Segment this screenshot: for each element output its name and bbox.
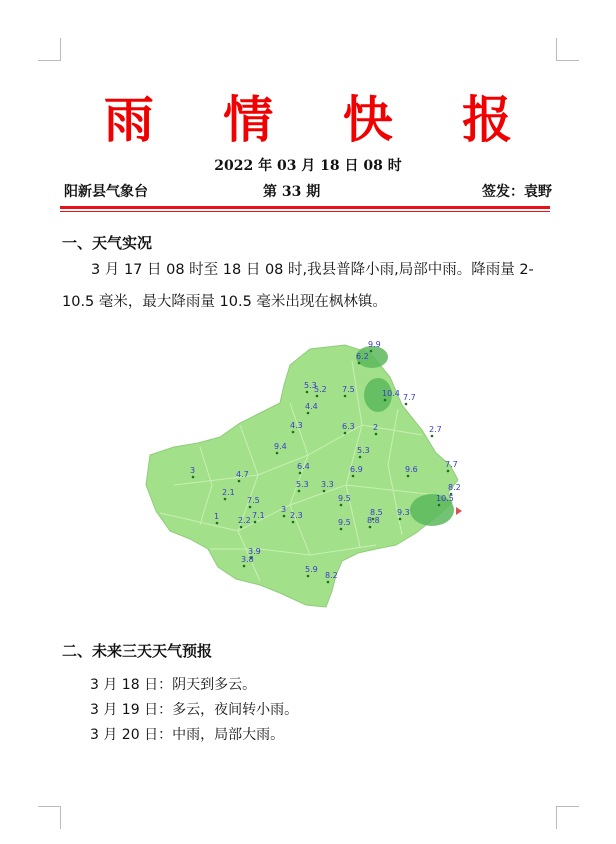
rain-station-dot <box>340 504 343 507</box>
rain-station-dot <box>299 472 302 475</box>
report-date: 2022 年 03 月 18 日 08 时 <box>214 158 402 174</box>
rain-station-value: 9.3 <box>397 508 410 517</box>
rain-station-dot <box>216 522 219 525</box>
rain-station-dot <box>306 391 309 394</box>
rain-station-value: 9.5 <box>338 518 351 527</box>
forecast-item: 3 月 18 日：阴天到多云。 <box>90 677 257 693</box>
crop-mark-bottom-right <box>556 806 579 829</box>
rain-station-dot <box>384 399 387 402</box>
rain-station-dot <box>447 470 450 473</box>
rain-station-dot <box>238 480 241 483</box>
header-rule-thick <box>60 206 550 209</box>
rain-station-dot <box>344 395 347 398</box>
rain-station-value: 2.7 <box>429 425 442 434</box>
forecast-item: 3 月 20 日：中雨，局部大雨。 <box>90 727 285 743</box>
rain-station-value: 4.7 <box>236 470 249 479</box>
rain-station-dot <box>327 581 330 584</box>
rain-station-value: 3.8 <box>241 555 254 564</box>
rain-station-value: 10.4 <box>382 389 400 398</box>
section1-heading: 一、天气实况 <box>62 234 153 252</box>
forecast-item: 3 月 19 日：多云，夜间转小雨。 <box>90 702 299 718</box>
rain-station-value: 3 <box>190 466 196 475</box>
rain-station-value: 6.3 <box>342 422 355 431</box>
section2-heading: 二、未来三天天气预报 <box>62 642 213 660</box>
rain-station-dot <box>370 350 373 353</box>
rain-station-value: 4.3 <box>290 421 303 430</box>
rain-station-dot <box>431 435 434 438</box>
rain-station-value: 9.6 <box>405 465 418 474</box>
rain-station-dot <box>254 521 257 524</box>
rain-station-value: 3.3 <box>321 480 334 489</box>
map-marker <box>456 507 462 515</box>
rain-station-dot <box>276 452 279 455</box>
rain-station-value: 5.3 <box>357 446 370 455</box>
rain-station-dot <box>399 518 402 521</box>
rain-station-value: 8.8 <box>367 516 380 525</box>
rain-station-value: 10.5 <box>436 494 454 503</box>
issuing-org: 阳新县气象台 <box>64 184 148 200</box>
crop-mark-top-right <box>556 38 579 61</box>
rain-station-dot <box>307 412 310 415</box>
rain-station-value: 5.3 <box>296 480 309 489</box>
rain-station-value: 5.2 <box>314 385 327 394</box>
header-rule-thin <box>60 211 550 212</box>
rain-station-value: 2.2 <box>238 516 251 525</box>
rain-station-dot <box>307 575 310 578</box>
rain-station-value: 1 <box>214 512 220 521</box>
rain-station-value: 9.5 <box>338 494 351 503</box>
rain-station-value: 7.7 <box>403 393 416 402</box>
rain-station-value: 6.9 <box>350 465 363 474</box>
rain-station-value: 7.5 <box>342 385 355 394</box>
issue-number: 第 33 期 <box>263 184 321 200</box>
report-title: 雨 情 快 报 <box>103 91 539 149</box>
rain-station-dot <box>292 431 295 434</box>
signatory: 签发：袁野 <box>482 184 552 200</box>
rain-station-dot <box>323 490 326 493</box>
rain-station-value: 2 <box>373 423 379 432</box>
rain-station-value: 7.5 <box>247 496 260 505</box>
rain-station-value: 5.3 <box>304 381 317 390</box>
rain-station-dot <box>344 432 347 435</box>
rainfall-map <box>140 335 480 615</box>
rain-station-dot <box>316 395 319 398</box>
rain-station-dot <box>283 515 286 518</box>
rain-station-dot <box>352 475 355 478</box>
rain-station-value: 3 <box>281 505 287 514</box>
rain-station-dot <box>407 475 410 478</box>
rain-station-value: 2.3 <box>290 511 303 520</box>
crop-mark-bottom-left <box>38 806 61 829</box>
section1-text: 3 月 17 日 08 时至 18 日 08 时,我县普降小雨,局部中雨。降雨量 2-10.5 毫米，最大降雨量 10.5 毫米出现在枫林镇。 <box>62 262 534 310</box>
rain-station-value: 9.9 <box>368 340 381 349</box>
rain-station-dot <box>192 476 195 479</box>
rain-station-dot <box>240 526 243 529</box>
rain-station-value: 6.2 <box>356 352 369 361</box>
rain-station-dot <box>340 528 343 531</box>
rain-station-value: 7.7 <box>445 460 458 469</box>
rain-station-value: 7.1 <box>252 511 265 520</box>
rain-station-dot <box>249 506 252 509</box>
rain-station-dot <box>438 504 441 507</box>
rain-station-value: 8.2 <box>325 571 338 580</box>
rain-station-dot <box>405 403 408 406</box>
crop-mark-top-left <box>38 38 61 61</box>
rain-station-value: 3.9 <box>248 547 261 556</box>
rain-station-value: 8.5 <box>370 508 383 517</box>
rain-station-value: 9.4 <box>274 442 287 451</box>
report-meta <box>64 181 552 201</box>
rain-station-value: 4.4 <box>305 402 318 411</box>
rain-station-dot <box>298 490 301 493</box>
rain-station-value: 2.1 <box>222 488 235 497</box>
rain-station-value: 8.2 <box>448 483 461 492</box>
rain-station-dot <box>243 565 246 568</box>
rain-station-dot <box>292 521 295 524</box>
rain-station-dot <box>375 433 378 436</box>
rain-station-dot <box>359 456 362 459</box>
rain-station-dot <box>369 526 372 529</box>
rain-station-value: 5.9 <box>305 565 318 574</box>
rain-station-dot <box>358 362 361 365</box>
rain-station-dot <box>224 498 227 501</box>
rain-station-value: 6.4 <box>297 462 310 471</box>
